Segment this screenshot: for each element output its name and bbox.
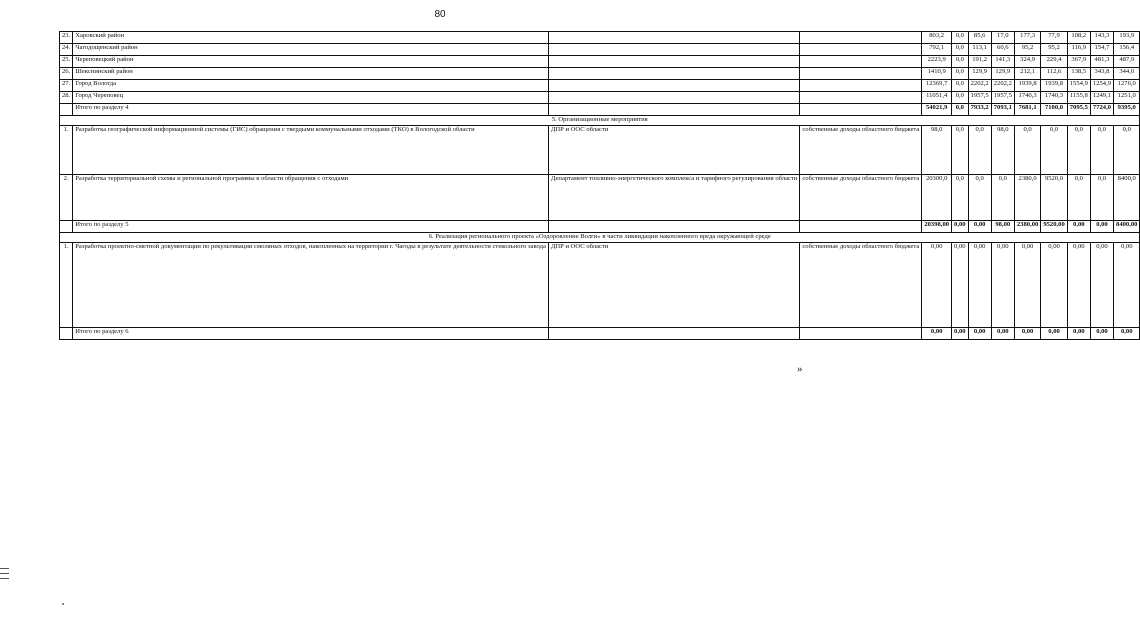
row-value-1: 0,00 [922, 243, 952, 328]
total-section-6-value-3: 0,00 [968, 328, 991, 340]
total-section-5-value-4: 98,00 [991, 221, 1014, 233]
row-value-1: 2223,9 [922, 56, 952, 68]
row-value-7: 0,00 [1067, 243, 1090, 328]
row-value-9: 8400,0 [1114, 175, 1140, 221]
source-cell [800, 92, 922, 104]
row-number: 26. [60, 68, 73, 80]
row-value-8: 154,7 [1090, 44, 1113, 56]
row-value-9: 0,00 [1114, 243, 1140, 328]
section-6-title-text: 6. Реализация регионального проекта «Оздоровление Волги» в части ликвидации накопленного вреда окружающей среде [60, 233, 1140, 243]
row-value-8: 343,8 [1090, 68, 1113, 80]
row-value-4: 1957,5 [991, 92, 1014, 104]
program-funding-table [59, 31, 1140, 340]
empty-cell [60, 104, 73, 116]
row-value-3: 0,0 [968, 175, 991, 221]
district-name: Шекснинский район [73, 68, 549, 80]
activity-name: Разработка территориальной схемы и региональной программы в области обращения с отходами [73, 175, 549, 221]
row-number: 24. [60, 44, 73, 56]
row-value-4: 0,00 [991, 243, 1014, 328]
row-value-2: 0,0 [952, 68, 969, 80]
row-value-7: 1155,8 [1067, 92, 1090, 104]
empty-cell [800, 104, 922, 116]
row-value-3: 1957,5 [968, 92, 991, 104]
total-section-4-value-6: 7100,0 [1041, 104, 1067, 116]
row-value-8: 143,3 [1090, 32, 1113, 44]
empty-cell [548, 221, 799, 233]
total-section-5 [60, 221, 1140, 233]
total-section-5-value-5: 2380,00 [1014, 221, 1040, 233]
total-section-6-value-5: 0,00 [1014, 328, 1040, 340]
row-value-9: 0,0 [1114, 126, 1140, 175]
activity-row [60, 126, 1140, 175]
row-value-5: 95,2 [1014, 44, 1040, 56]
total-section-6-value-1: 0,00 [922, 328, 952, 340]
row-number: 23. [60, 32, 73, 44]
row-value-9: 1276,0 [1114, 80, 1140, 92]
funding-source: собственные доходы областного бюджета [800, 175, 922, 221]
row-number: 1. [60, 126, 73, 175]
row-value-8: 0,0 [1090, 126, 1113, 175]
activity-row [60, 175, 1140, 221]
row-value-5: 212,1 [1014, 68, 1040, 80]
source-cell [800, 56, 922, 68]
row-value-9: 156,4 [1114, 44, 1140, 56]
row-value-7: 1554,9 [1067, 80, 1090, 92]
total-section-5-value-8: 0,00 [1090, 221, 1113, 233]
total-section-4-value-2: 0,0 [952, 104, 969, 116]
total-section-5-value-9: 8400,00 [1114, 221, 1140, 233]
total-section-6-value-2: 0,00 [952, 328, 969, 340]
source-cell [800, 44, 922, 56]
row-number: 27. [60, 80, 73, 92]
row-value-7: 138,5 [1067, 68, 1090, 80]
source-cell [800, 32, 922, 44]
executor-cell [548, 68, 799, 80]
funding-source: собственные доходы областного бюджета [800, 126, 922, 175]
row-value-8: 1254,9 [1090, 80, 1113, 92]
row-value-2: 0,0 [952, 175, 969, 221]
row-value-1: 11051,4 [922, 92, 952, 104]
empty-cell [60, 221, 73, 233]
row-value-3: 2202,2 [968, 80, 991, 92]
table-row [60, 80, 1140, 92]
total-section-6-value-7: 0,00 [1067, 328, 1090, 340]
row-value-3: 191,2 [968, 56, 991, 68]
executor: ДПР и ООС области [548, 126, 799, 175]
row-value-6: 0,0 [1041, 126, 1067, 175]
row-number: 25. [60, 56, 73, 68]
row-value-8: 1249,1 [1090, 92, 1113, 104]
row-value-5: 0,00 [1014, 243, 1040, 328]
total-section-6-value-6: 0,00 [1041, 328, 1067, 340]
row-value-7: 0,0 [1067, 175, 1090, 221]
row-value-1: 1410,9 [922, 68, 952, 80]
source-cell [800, 68, 922, 80]
district-name: Череповецкий район [73, 56, 549, 68]
row-value-3: 129,9 [968, 68, 991, 80]
total-section-4-value-7: 7095,5 [1067, 104, 1090, 116]
row-value-7: 0,0 [1067, 126, 1090, 175]
total-section-6-value-9: 0,00 [1114, 328, 1140, 340]
total-section-6-value-8: 0,00 [1090, 328, 1113, 340]
row-value-8: 0,00 [1090, 243, 1113, 328]
empty-cell [548, 104, 799, 116]
table-row [60, 92, 1140, 104]
section-6-title [60, 233, 1140, 243]
row-value-4: 2202,2 [991, 80, 1014, 92]
empty-cell [800, 328, 922, 340]
total-section-4-value-4: 7093,1 [991, 104, 1014, 116]
scan-edge-marks [0, 568, 9, 583]
row-value-2: 0,0 [952, 44, 969, 56]
row-value-3: 113,1 [968, 44, 991, 56]
row-value-2: 0,0 [952, 92, 969, 104]
district-name: Харовский район [73, 32, 549, 44]
executor: Департамент топливно-энергетического комплекса и тарифного регулирования области [548, 175, 799, 221]
section-5-title-text: 5. Организационные мероприятия [60, 116, 1140, 126]
executor-cell [548, 92, 799, 104]
empty-cell [800, 221, 922, 233]
page-number: 80 [434, 9, 446, 20]
total-section-5-value-6: 9520,00 [1041, 221, 1067, 233]
row-value-6: 9520,0 [1041, 175, 1067, 221]
row-value-2: 0,0 [952, 80, 969, 92]
row-value-9: 344,0 [1114, 68, 1140, 80]
section-5-title [60, 116, 1140, 126]
executor-cell [548, 80, 799, 92]
total-section-6 [60, 328, 1140, 340]
row-value-1: 20300,0 [922, 175, 952, 221]
total-section-5-value-2: 0,00 [952, 221, 969, 233]
row-value-1: 98,0 [922, 126, 952, 175]
total-section-4-label: Итого по разделу 4 [73, 104, 549, 116]
row-value-3: 85,6 [968, 32, 991, 44]
executor-cell [548, 32, 799, 44]
executor-cell [548, 56, 799, 68]
row-value-5: 177,3 [1014, 32, 1040, 44]
total-section-4-value-8: 7724,0 [1090, 104, 1113, 116]
row-value-3: 0,00 [968, 243, 991, 328]
row-value-1: 792,1 [922, 44, 952, 56]
district-name: Город Вологда [73, 80, 549, 92]
row-value-5: 1740,3 [1014, 92, 1040, 104]
row-number: 1. [60, 243, 73, 328]
total-section-6-label: Итого по разделу 6 [73, 328, 549, 340]
row-value-2: 0,00 [952, 243, 969, 328]
empty-cell [60, 328, 73, 340]
row-number: 2. [60, 175, 73, 221]
activity-row [60, 243, 1140, 328]
row-value-9: 193,9 [1114, 32, 1140, 44]
row-value-6: 77,9 [1041, 32, 1067, 44]
total-section-4-value-1: 54021,9 [922, 104, 952, 116]
row-value-4: 17,0 [991, 32, 1014, 44]
row-value-5: 1939,8 [1014, 80, 1040, 92]
row-value-7: 367,9 [1067, 56, 1090, 68]
activity-name: Разработка проектно-сметной документации по рекультивации смоляных отходов, накопленных на территории г. Чагоды в результате деятельности стекольного завода [73, 243, 549, 328]
row-value-5: 0,0 [1014, 126, 1040, 175]
row-value-5: 324,9 [1014, 56, 1040, 68]
row-value-5: 2380,0 [1014, 175, 1040, 221]
row-value-8: 0,0 [1090, 175, 1113, 221]
total-section-4 [60, 104, 1140, 116]
row-value-9: 1251,0 [1114, 92, 1140, 104]
total-section-5-value-7: 0,00 [1067, 221, 1090, 233]
row-value-7: 108,2 [1067, 32, 1090, 44]
row-value-2: 0,0 [952, 126, 969, 175]
row-value-1: 803,2 [922, 32, 952, 44]
row-number: 28. [60, 92, 73, 104]
row-value-6: 1939,8 [1041, 80, 1067, 92]
total-section-4-value-9: 9395,0 [1114, 104, 1140, 116]
row-value-4: 60,6 [991, 44, 1014, 56]
row-value-6: 112,6 [1041, 68, 1067, 80]
row-value-4: 129,9 [991, 68, 1014, 80]
total-section-5-value-3: 0,00 [968, 221, 991, 233]
funding-source: собственные доходы областного бюджета [800, 243, 922, 328]
row-value-6: 95,2 [1041, 44, 1067, 56]
scan-dot [62, 603, 64, 605]
executor-cell [548, 44, 799, 56]
district-name: Город Череповец [73, 92, 549, 104]
row-value-3: 0,0 [968, 126, 991, 175]
row-value-6: 0,00 [1041, 243, 1067, 328]
closing-quote: » [797, 363, 803, 375]
total-section-6-value-4: 0,00 [991, 328, 1014, 340]
row-value-6: 1740,3 [1041, 92, 1067, 104]
table-row [60, 44, 1140, 56]
table-row [60, 32, 1140, 44]
row-value-4: 141,3 [991, 56, 1014, 68]
executor: ДПР и ООС области [548, 243, 799, 328]
row-value-2: 0,0 [952, 56, 969, 68]
row-value-4: 98,0 [991, 126, 1014, 175]
row-value-2: 0,0 [952, 32, 969, 44]
total-section-5-label: Итого по разделу 5 [73, 221, 549, 233]
total-section-4-value-5: 7681,1 [1014, 104, 1040, 116]
table-row [60, 68, 1140, 80]
total-section-5-value-1: 20398,00 [922, 221, 952, 233]
row-value-7: 116,9 [1067, 44, 1090, 56]
district-name: Чагодощенский район [73, 44, 549, 56]
row-value-9: 487,9 [1114, 56, 1140, 68]
row-value-4: 0,0 [991, 175, 1014, 221]
table-row [60, 56, 1140, 68]
empty-cell [548, 328, 799, 340]
total-section-4-value-3: 7933,2 [968, 104, 991, 116]
source-cell [800, 80, 922, 92]
row-value-8: 481,3 [1090, 56, 1113, 68]
row-value-1: 12369,7 [922, 80, 952, 92]
row-value-6: 229,4 [1041, 56, 1067, 68]
activity-name: Разработка географической информационной системы (ГИС) обращения с твердыми коммунальными отходами (ТКО) в Вологодской области [73, 126, 549, 175]
